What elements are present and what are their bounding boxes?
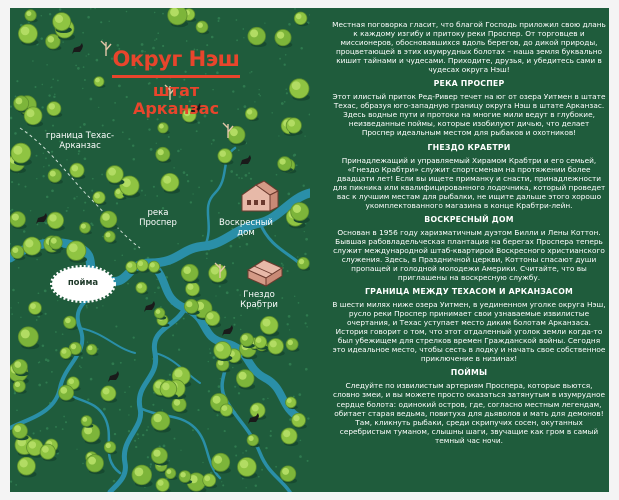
tree-icon [132,465,153,487]
tree-icon [10,212,27,229]
tree-icon [196,21,209,34]
tree-icon [93,192,107,206]
tree-icon [94,77,106,88]
tree-icon [120,176,140,198]
tree-icon [280,466,297,483]
text-column [332,20,606,445]
tree-icon [24,107,43,127]
body-floodplains: Следуйте по извилистым артериям Проспера, которые вьются, словно змеи, и вы можете просто оказаться затянутым в изумрудное сердце болота: одинокий остров, где, согласно местным легендам, обитает старая ведьма, повитуха для дьяволов и мать для демонов! Там, кликнуть рыбаки, среди скрипучих сосен, окутанных серебристым туманом, слышны шаги, звучащие как гром в самый темный час ночи. [332,381,606,445]
tree-icon [245,108,258,121]
tree-icon [106,166,124,185]
crabtree-nest-building-icon [248,260,282,286]
body-prosper-river: Этот илистый приток Ред-Ривер течет на юг от озера Уитмен в штате Техас, образуя юго-западную границу округа Нэш в штате Арканзас. Здесь водные пути и протоки на многие мили ведут в глубокие, неизведанные поймы, которые изобилуют дичью, что делает Проспер идеальным местом для рыбаков и охотников! [332,92,606,138]
body-crabtree-nest: Принадлежащий и управляемый Хирамом Крабтри и его семьей, «Гнездо Крабтри» служит спортсменам на протяжении более двадцати лет! Если вы ищете приманку и снасти, принадлежности для пикника или квалифицированного лодочника, который проведет вас к лучшим местам для рыбалки, не ищите дальше этого хорошо укомплектованного магазина в конце Крабтри-лейн. [332,155,606,210]
tree-icon [151,448,168,466]
tree-icon [286,338,299,352]
tree-icon [104,442,117,455]
tree-icon [294,12,308,26]
tree-icon [181,264,199,283]
tree-icon [17,457,36,477]
map-title-county: Округ Нэш [112,47,240,71]
tree-icon [100,211,118,230]
label-river: река Проспер [139,208,177,228]
wolf-icon [72,43,83,54]
tree-icon [86,455,104,475]
tree-icon [23,237,42,257]
tree-icon [203,474,217,489]
tree-icon [278,157,293,173]
tree-icon [168,8,188,27]
label-sunday-house: Воскресный дом [219,218,273,238]
tree-icon [104,231,117,244]
intro-paragraph: Местная поговорка гласит, что благой Господь приложил свою длань к каждому изгибу и притоку реки Проспер. От торговцев и миссионеров, обосновавшихся вдоль берегов, до дикой природы, процветающей в этих изумрудных болотах – наша земля буквально кишит тайнами и чудесами. Приходите, друзья, и убедитесь сами в чудесах округа Нэш! [332,20,606,75]
heading-sunday-house: ВОСКРЕСНЫЙ ДОМ [424,214,514,224]
label-crabtree-nest: Гнездо Крабтри [240,290,278,310]
heading-floodplains: ПОЙМЫ [450,368,488,378]
tree-icon [260,316,279,336]
tree-icon [161,173,180,193]
tree-icon [11,143,32,165]
tree-icon [101,386,117,403]
label-border: граница Техас-Арканзас [45,131,115,151]
tree-icon [179,471,192,484]
heading-prosper-river: РЕКА ПРОСПЕР [433,79,505,89]
tree-icon [186,282,201,298]
tree-icon [47,102,62,118]
tree-icon [172,398,188,414]
heading-border: ГРАНИЦА МЕЖДУ ТЕХАСОМ И АРКАНЗАСОМ [365,287,573,297]
tree-icon [156,147,171,163]
tree-icon [238,458,258,479]
tree-icon [86,344,98,356]
tree-icon [248,27,267,47]
tree-icon [156,478,171,492]
tree-icon [297,257,310,270]
tree-icon [47,212,65,231]
tree-icon [289,79,310,101]
tree-icon [64,316,78,330]
tree-icon [154,308,166,320]
tree-icon [25,10,38,23]
tree-icon [81,416,93,428]
wolf-icon [240,155,251,166]
tree-icon [158,123,170,135]
tree-icon [18,327,39,350]
tree-icon [275,30,292,48]
sunday-house-building-icon [242,181,278,211]
tree-icon [12,423,28,440]
tree-icon [247,434,260,447]
map-title [108,47,244,118]
tree-icon [29,302,43,316]
tree-icon [268,339,285,356]
tree-icon [151,412,171,433]
tree-icon [214,342,233,362]
tree-icon [292,413,307,428]
map-board [10,8,609,492]
tree-icon [136,282,148,294]
wolf-icon [108,371,119,382]
tree-icon [70,163,85,179]
heading-crabtree-nest: ГНЕЗДО КРАБТРИ [427,142,511,152]
tree-icon [18,24,38,45]
body-sunday-house: Основан в 1956 году харизматичным дуэтом Билли и Лены Коттон. Бывшая рабовладельческая плантация на берегах Проспера теперь служит международной штаб-квартирой Воскресного христианского служения. Здесь, в Праздничной церкви, Коттоны спасают души пропащей и голодной молодежи Америки. Считайте, что вы приглашены на воскресную службу. [333,227,605,283]
map-title-state: штат Арканзас [132,81,220,118]
body-border: В шести милях ниже озера Уитмен, в уединенном уголке округа Нэш, русло реки Проспер принимает свои узнаваемые извилистые очертания, и Техас уступает место диким болотам Арканзаса. История говорит о том, что этот отдаленный уголок земли когда-то был убежищем для стрелков времен Гражданской войны. Сегодня это идеальное место, чтобы сесть в лодку и начать свое собственное приключение в низинах! [332,300,606,364]
tree-icon [48,169,63,184]
tree-icon [67,241,88,263]
label-floodplain: пойма [67,278,99,288]
tree-icon [281,428,298,446]
tree-icon [80,222,92,234]
wolf-icon [144,301,155,312]
wolf-icon [222,325,233,336]
title-divider [112,75,240,78]
